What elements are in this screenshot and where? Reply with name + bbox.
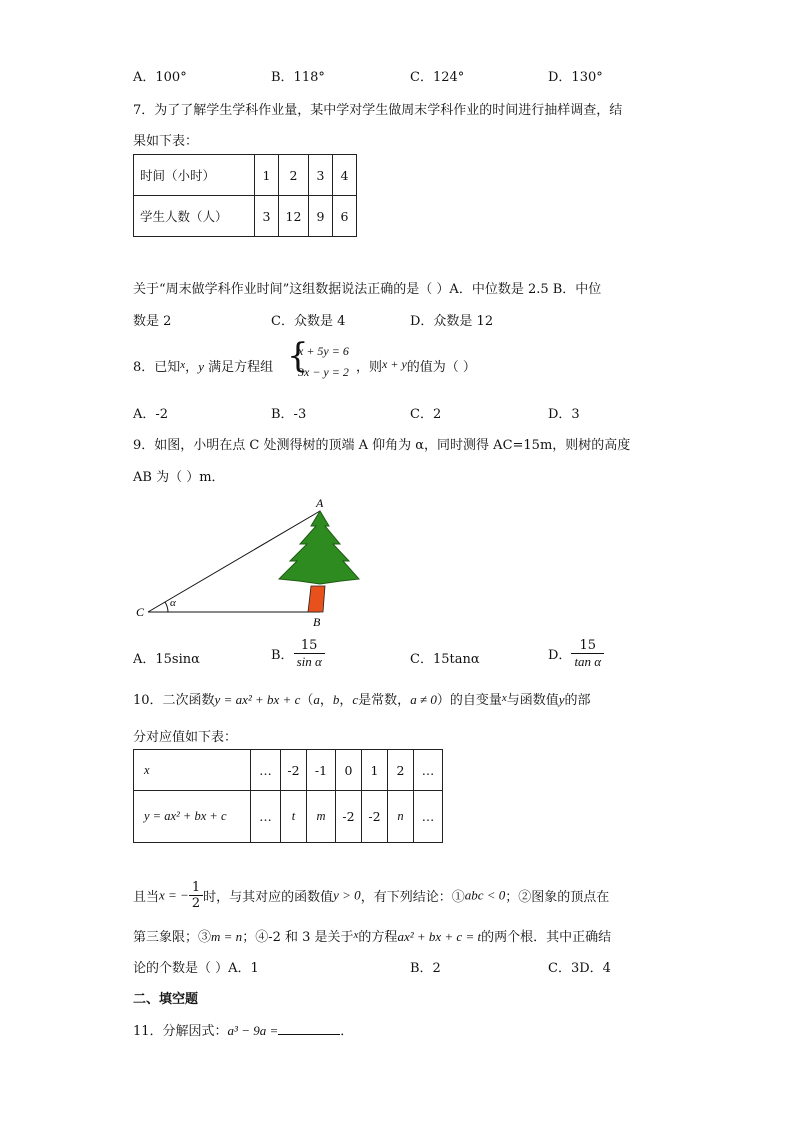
q9-option-c: C．15tanα <box>410 652 480 667</box>
q6-option-c: C．124° <box>410 70 465 85</box>
q10-text: 与函数值 <box>506 693 559 708</box>
q10-x-cell: … <box>414 750 443 791</box>
q9-option-a: A．15sinα <box>133 652 200 667</box>
q10-y-cell: n <box>388 791 414 843</box>
q10-text: ，有下列结论：① <box>360 890 465 905</box>
q8-sep: ， <box>185 360 199 375</box>
q9-stem-line2: AB 为（ ）m． <box>133 470 225 485</box>
q7-data-table <box>133 154 357 237</box>
q10-option-b: B．2 <box>410 961 441 976</box>
angle-arc <box>165 602 168 612</box>
q10-stem-line2: 分对应值如下表： <box>133 730 238 745</box>
q10-text: （ <box>300 693 314 708</box>
tree-angle-figure <box>130 495 370 630</box>
q7-question-line2: 数是 2 <box>133 314 172 329</box>
q9-option-b <box>271 638 325 669</box>
tree-trunk <box>308 586 325 612</box>
fraction-denominator: sin α <box>296 654 322 669</box>
q10-y-cell: … <box>251 791 281 843</box>
q10-x-cell: 2 <box>388 750 414 791</box>
q10-var-a: a <box>313 692 320 707</box>
q10-x-value: x = − <box>159 887 189 903</box>
q7-option-d: D．众数是 12 <box>410 314 494 329</box>
q7-hour-cell: 1 <box>255 155 279 196</box>
q10-text: 第三象限；③ <box>133 930 212 945</box>
q10-x-label: x <box>134 750 251 791</box>
q10-value-table <box>133 749 443 843</box>
q7-count-cell: 9 <box>309 196 333 237</box>
q10-x-cell: 1 <box>362 750 388 791</box>
q10-abc-negative: abc < 0 <box>464 887 506 903</box>
q9-option-b-prefix: B． <box>271 648 294 663</box>
fraction-denominator: tan α <box>574 654 602 669</box>
q10-y-cell: -2 <box>336 791 362 843</box>
q10-y-cell: … <box>414 791 443 843</box>
q10-stem-line1: 10．二次函数y = ax² + bx + c（a，b，c是常数，a ≠ 0）的自变量$^x$与函数值y的部 <box>133 692 591 708</box>
label-a: A <box>316 496 324 510</box>
q7-stem-line1: 7．为了了解学生学科作业量，某中学对学生做周末学科作业的时间进行抽样调查，结 <box>133 103 623 118</box>
q10-x-cell: -2 <box>281 750 307 791</box>
q8-expr: x + y <box>382 357 407 371</box>
q8-option-a: A．-2 <box>133 407 169 422</box>
label-b: B <box>313 615 321 629</box>
q8-equation-2: 3x − y = 2 <box>298 365 349 379</box>
q8-var-y: y <box>198 359 204 374</box>
q9-option-d-fraction <box>571 638 604 669</box>
fraction-numerator: 1 <box>189 880 203 896</box>
fraction-denominator: 2 <box>191 896 201 911</box>
q7-hour-cell: 3 <box>309 155 333 196</box>
q10-answer-line: 论的个数是（ ）A．1 <box>133 961 259 976</box>
label-alpha: α <box>170 597 176 609</box>
q10-y-positive: y > 0 <box>333 887 361 903</box>
q10-var-x: x <box>501 692 507 704</box>
q10-text: ；④-2 和 3 是关于 <box>242 930 354 945</box>
q7-question-line1: 关于“周末做学科作业时间”这组数据说法正确的是（ ）A．中位数是 2.5 B．中位 <box>133 282 602 297</box>
q10-y-label: y = ax² + bx + c <box>134 791 251 843</box>
q11-stem <box>133 1020 353 1039</box>
q9-option-d <box>548 638 604 669</box>
q10-text: 10．二次函数 <box>133 693 215 708</box>
q10-equation-t: ax² + bx + c = t <box>397 929 482 944</box>
q10-text: ）的自变量 <box>436 693 502 708</box>
q8-system-brace: { <box>287 336 309 376</box>
q9-option-b-fraction <box>294 638 325 669</box>
q7-hour-cell: 4 <box>333 155 357 196</box>
q10-var-y: y <box>558 692 565 707</box>
q10-x-cell: -1 <box>307 750 336 791</box>
answer-blank[interactable] <box>278 1022 340 1035</box>
q6-option-d: D．130° <box>548 70 603 85</box>
q10-text: 的方程 <box>358 930 398 945</box>
q7-stem-line2: 果如下表： <box>133 134 199 149</box>
q10-m-eq-n: m = n <box>211 929 243 944</box>
q10-y-cell: t <box>281 791 307 843</box>
q11-expression: a³ − 9a = <box>227 1023 279 1038</box>
q7-row2-label: 学生人数（人） <box>134 196 255 237</box>
q10-y-cell: -2 <box>362 791 388 843</box>
fraction-numerator: 15 <box>571 638 604 654</box>
q10-text: 的部 <box>564 693 591 708</box>
q11-prefix: 11．分解因式： <box>133 1024 228 1039</box>
q10-option-cd: C．3D．4 <box>548 961 611 976</box>
q8-tail <box>356 356 476 375</box>
label-c: C <box>136 605 145 619</box>
q10-text: 的两个根．其中正确结 <box>481 930 612 945</box>
q10-condition-line <box>133 880 609 911</box>
q7-count-cell: 3 <box>255 196 279 237</box>
q8-stem <box>133 356 273 375</box>
q11-suffix: ． <box>340 1024 354 1039</box>
q10-text: 时，与其对应的函数值 <box>203 890 334 905</box>
q6-option-b: B．118° <box>271 70 325 85</box>
q7-count-cell: 12 <box>279 196 309 237</box>
q10-a-neq-0: a ≠ 0 <box>410 692 437 707</box>
q10-conclusions-line <box>133 926 611 945</box>
q8-var-x: x <box>180 359 186 371</box>
q10-var-x: x <box>353 929 359 941</box>
q10-function: y = ax² + bx + c <box>214 692 301 707</box>
q9-option-d-prefix: D． <box>548 648 572 663</box>
q10-x-cell: 0 <box>336 750 362 791</box>
q8-mid: 满足方程组 <box>203 360 274 375</box>
q6-option-a: A．100° <box>133 70 187 85</box>
fraction-numerator: 15 <box>294 638 325 654</box>
q10-text: 是常数， <box>358 693 411 708</box>
q8-prefix: 8．已知 <box>133 360 181 375</box>
q7-count-cell: 6 <box>333 196 357 237</box>
q8-option-c: C．2 <box>410 407 442 422</box>
q8-option-d: D．3 <box>548 407 580 422</box>
section-title: 二、填空题 <box>133 992 199 1007</box>
q10-var-b: b <box>332 692 340 707</box>
q7-row1-label: 时间（小时） <box>134 155 255 196</box>
q7-option-c: C．众数是 4 <box>271 314 346 329</box>
q7-hour-cell: 2 <box>279 155 309 196</box>
q8-equation-1: x + 5y = 6 <box>298 344 349 358</box>
q8-suffix-a: ，则 <box>356 360 383 375</box>
q10-text: 且当 <box>133 890 160 905</box>
q10-text: ；②图象的顶点在 <box>505 890 610 905</box>
q9-stem-line1: 9．如图，小明在点 C 处测得树的顶端 A 仰角为 α，同时测得 AC=15m，则树的高度 <box>133 438 631 453</box>
q10-var-c: c <box>352 692 359 707</box>
q8-option-b: B．-3 <box>271 407 307 422</box>
q10-x-cell: … <box>251 750 281 791</box>
q8-suffix-b: 的值为（ ） <box>406 360 476 375</box>
tree-crown <box>279 511 359 584</box>
q10-y-cell: m <box>307 791 336 843</box>
q10-half-fraction <box>189 880 203 911</box>
